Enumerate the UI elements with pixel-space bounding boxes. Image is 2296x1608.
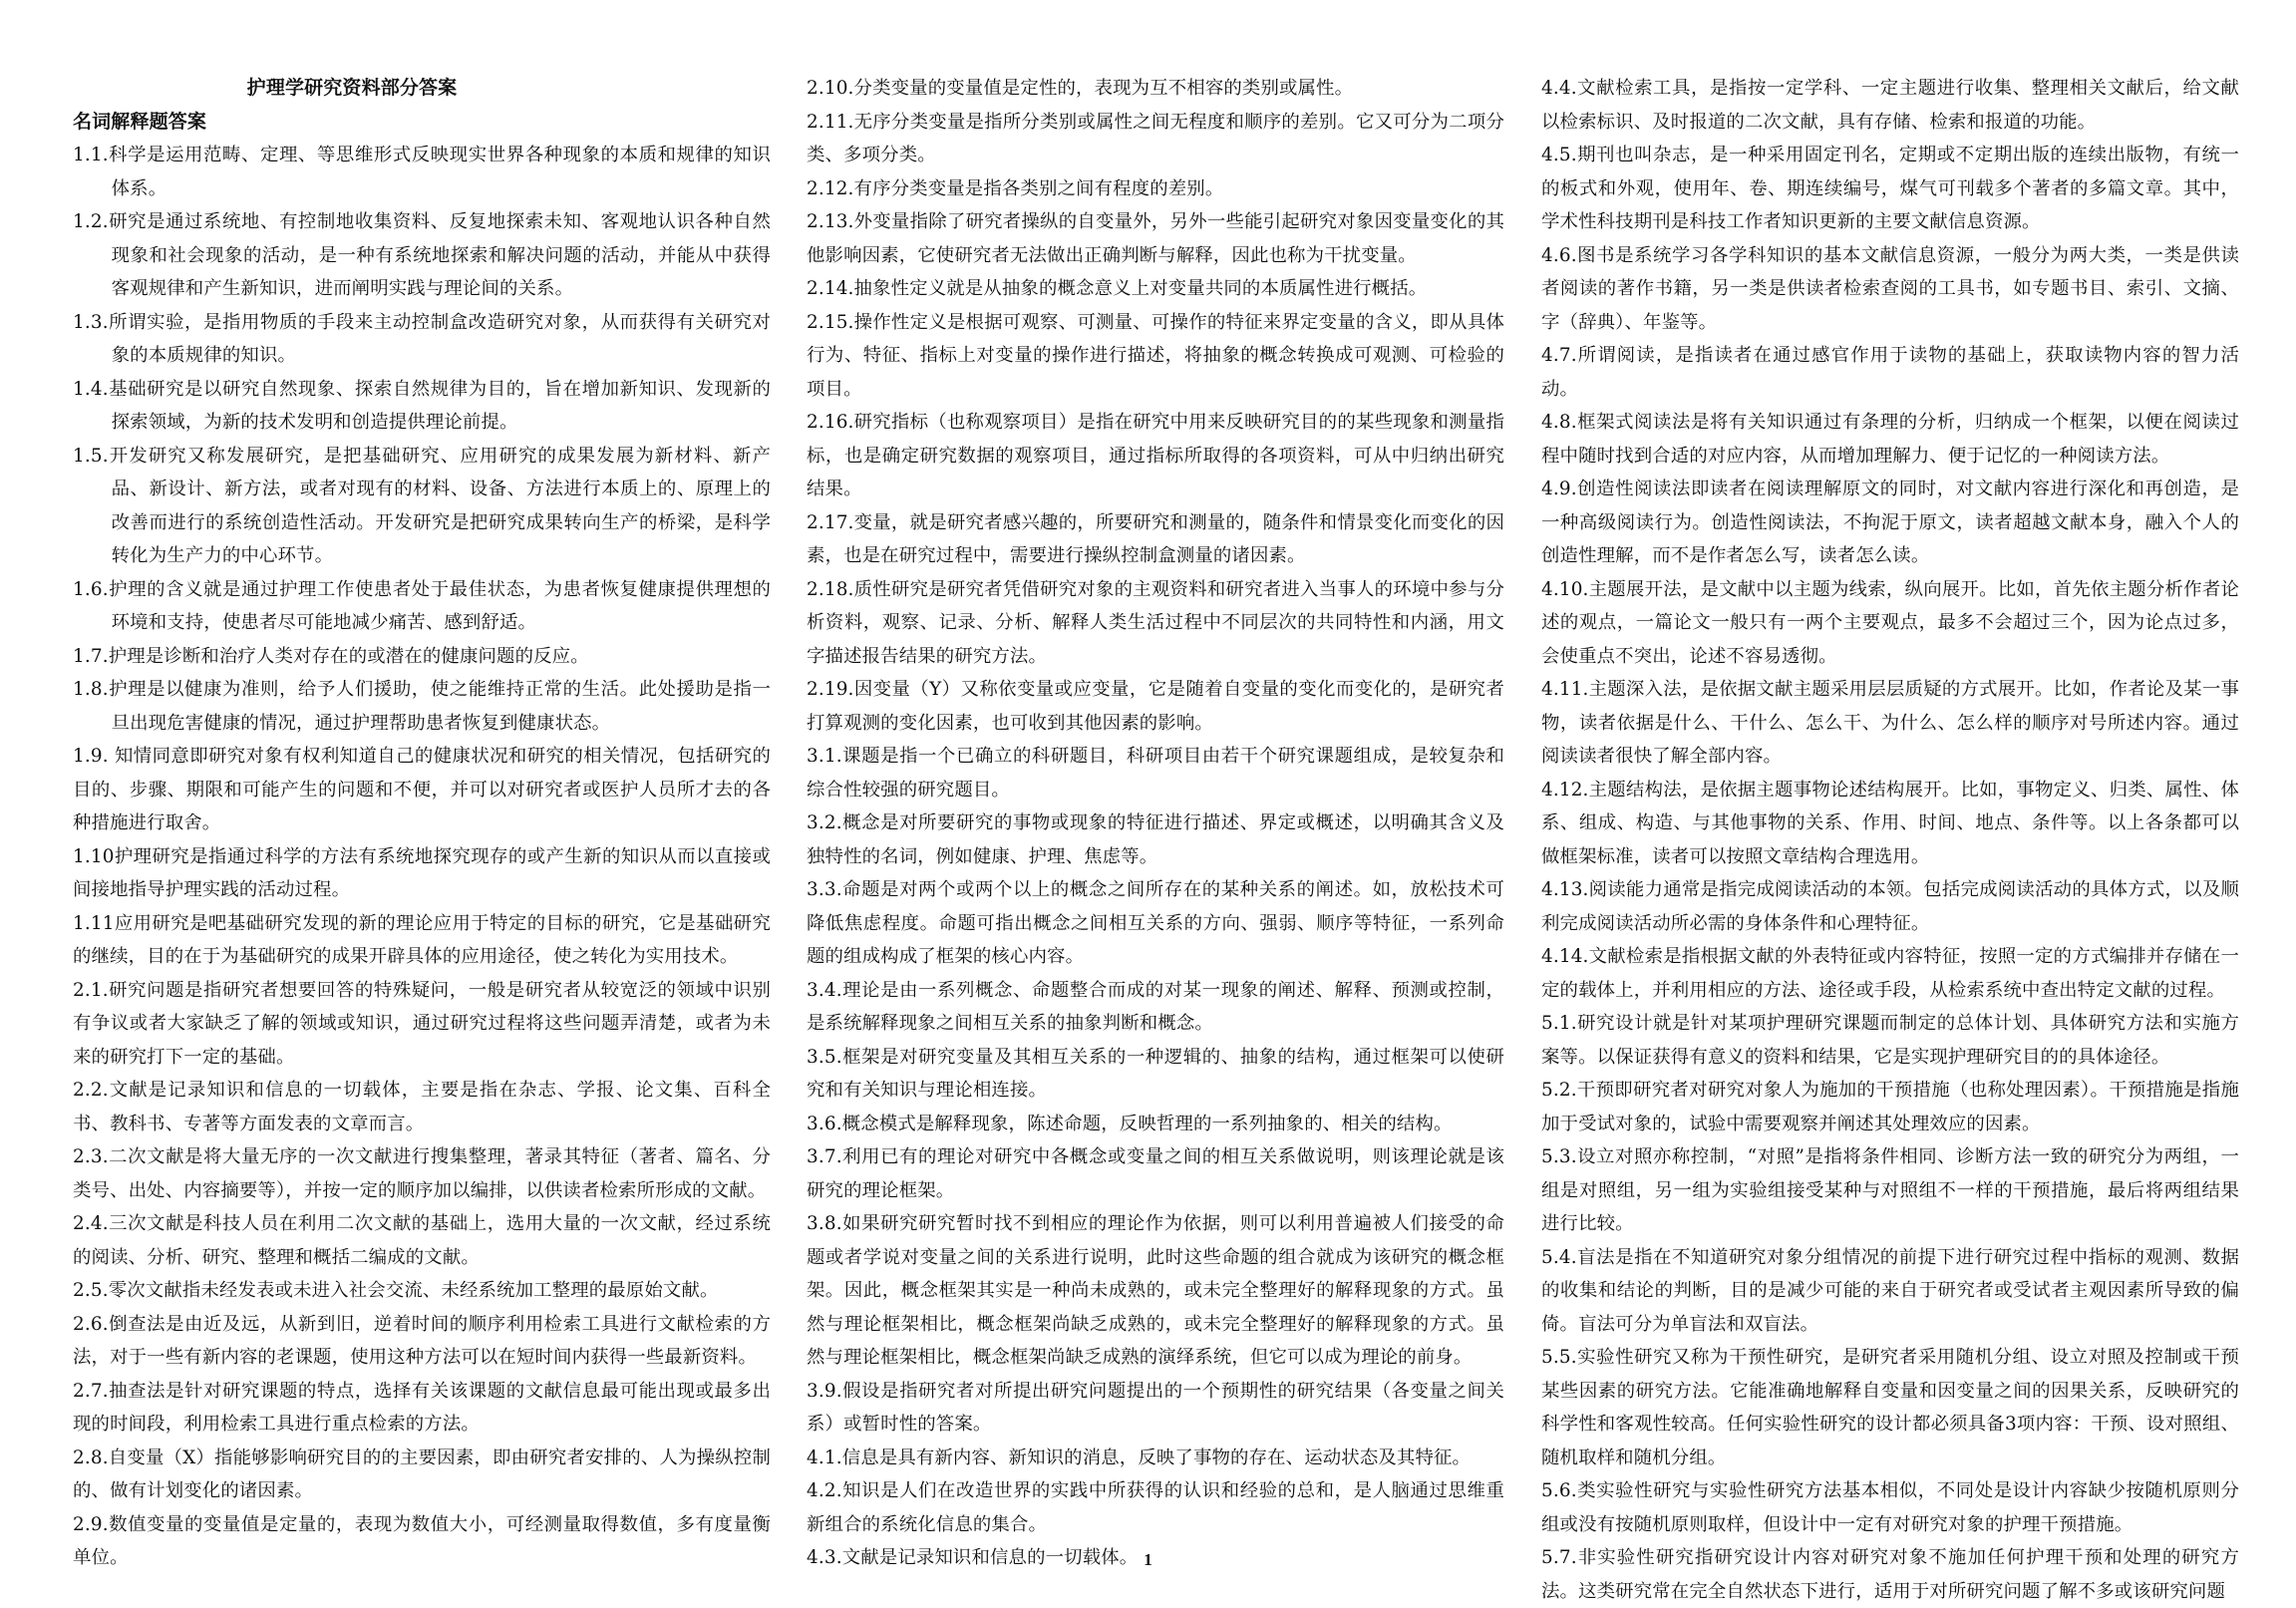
definition-entry: 1.2.研究是通过系统地、有控制地收集资料、反复地探索未知、客观地认识各种自然现象和社会现象的活动，是一种有系统地探索和解决问题的活动，并能从中获得客观规律和产生新知识，进而阐明实践与理论间的关系。 [73,211,771,299]
definition-entry: 3.7.利用已有的理论对研究中各概念或变量之间的相互关系做说明，则该理论就是该研究的理论框架。 [807,1146,1504,1201]
definition-entry: 2.8.自变量（X）指能够影响研究目的的主要因素，即由研究者安排的、人为操纵控制的、做有计划变化的诸因素。 [73,1447,771,1501]
definition-entry: 1.4.基础研究是以研究自然现象、探索自然规律为目的，旨在增加新知识、发现新的探索领域，为新的技术发明和创造提供理论前提。 [73,378,771,433]
definition-entry: 4.2.知识是人们在改造世界的实践中所获得的认识和经验的总和，是人脑通过思维重新组合的系统化信息的集合。 [807,1480,1504,1535]
definition-entry: 3.3.命题是对两个或两个以上的概念之间所存在的某种关系的阐述。如，放松技术可降低焦虑程度。命题可指出概念之间相互关系的方向、强弱、顺序等特征，一系列命题的组成构成了框架的核心内容。 [807,879,1504,967]
definition-entry: 5.1.研究设计就是针对某项护理研究课题而制定的总体计划、具体研究方法和实施方案等。以保证获得有意义的资料和结果，它是实现护理研究目的的具体途径。 [1541,1013,2239,1068]
definition-entry: 2.15.操作性定义是根据可观察、可测量、可操作的特征来界定变量的含义，即从具体行为、特征、指标上对变量的操作进行描述，将抽象的概念转换成可观测、可检验的项目。 [807,311,1504,400]
definition-entry: 2.17.变量，就是研究者感兴趣的，所要研究和测量的，随条件和情景变化而变化的因素，也是在研究过程中，需要进行操纵控制盒测量的诸因素。 [807,511,1504,566]
definition-entry: 1.7.护理是诊断和治疗人类对存在的或潜在的健康问题的反应。 [73,645,589,667]
definition-entry: 2.19.因变量（Y）又称依变量或应变量，它是随着自变量的变化而变化的，是研究者打算观测的变化因素，也可收到其他因素的影响。 [807,679,1504,734]
definition-entry: 5.4.盲法是指在不知道研究对象分组情况的前提下进行研究过程中指标的观测、数据的收集和结论的判断，目的是减少可能的来自于研究者或受试者主观因素所导致的偏倚。盲法可分为单盲法和双盲法。 [1541,1246,2239,1335]
definition-entry: 5.2.干预即研究者对研究对象人为施加的干预措施（也称处理因素）。干预措施是指施加于受试对象的，试验中需要观察并阐述其处理效应的因素。 [1541,1080,2239,1134]
definition-entry: 1.10护理研究是指通过科学的方法有系统地探究现存的或产生新的知识从而以直接或间接地指导护理实践的活动过程。 [73,845,771,900]
entry-list [807,72,1504,1575]
definition-entry: 4.1.信息是具有新内容、新知识的消息，反映了事物的存在、运动状态及其特征。 [807,1447,1472,1468]
definition-entry: 3.4.理论是由一系列概念、命题整合而成的对某一现象的阐述、解释、预测或控制，是系统解释现象之间相互关系的抽象判断和概念。 [807,979,1504,1034]
definition-entry: 4.9.创造性阅读法即读者在阅读理解原文的同时，对文献内容进行深化和再创造，是一种高级阅读行为。创造性阅读法，不拘泥于原文，读者超越文献本身，融入个人的创造性理解，而不是作者怎么写，读者怎么读。 [1541,479,2239,566]
definition-entry: 4.6.图书是系统学习各学科知识的基本文献信息资源，一般分为两大类，一类是供读者阅读的著作书籍，另一类是供读者检索查阅的工具书，如专题书目、索引、文摘、字（辞典）、年鉴等。 [1541,244,2239,333]
definition-entry: 4.12.主题结构法，是依据主题事物论述结构展开。比如，事物定义、归类、属性、体系、组成、构造、与其他事物的关系、作用、时间、地点、条件等。以上各条都可以做框架标准，读者可以按照文章结构合理选用。 [1541,779,2239,867]
definition-entry: 4.11.主题深入法，是依据文献主题采用层层质疑的方式展开。比如，作者论及某一事物，读者依据是什么、干什么、怎么干、为什么、怎么样的顺序对号所述内容。通过阅读读者很快了解全部内容。 [1541,679,2239,767]
definition-entry: 3.5.框架是对研究变量及其相互关系的一种逻辑的、抽象的结构，通过框架可以使研究和有关知识与理论相连接。 [807,1046,1504,1101]
entry-list [1541,72,2239,1608]
definition-entry: 4.5.期刊也叫杂志，是一种采用固定刊名，定期或不定期出版的连续出版物，有统一的板式和外观，使用年、卷、期连续编号，煤气可刊载多个著者的多篇文章。其中，学术性科技期刊是科技工作者知识更新的主要文献信息资源。 [1541,145,2239,232]
definition-entry: 2.3.二次文献是将大量无序的一次文献进行搜集整理，著录其特征（著者、篇名、分类号、出处、内容摘要等），并按一定的顺序加以编排，以供读者检索所形成的文献。 [73,1146,771,1201]
definition-entry: 5.7.非实验性研究指研究设计内容对研究对象不施加任何护理干预和处理的研究方法。这类研究常在完全自然状态下进行，适用于对所研究问题了解不多或该研究问题 [1541,1547,2239,1602]
section-heading: 名词解释题答案 [73,110,207,133]
definition-entry: 4.4.文献检索工具，是指按一定学科、一定主题进行收集、整理相关文献后，给文献以检索标识、及时报道的二次文献，具有存储、检索和报道的功能。 [1541,78,2239,133]
definition-entry: 1.6.护理的含义就是通过护理工作使患者处于最佳状态，为患者恢复健康提供理想的环境和支持，使患者尽可能地减少痛苦、感到舒适。 [73,578,771,633]
definition-entry: 4.14.文献检索是指根据文献的外表特征或内容特征，按照一定的方式编排并存储在一定的载体上，并利用相应的方法、途径或手段，从检索系统中查出特定文献的过程。 [1541,946,2239,1001]
definition-entry: 2.1.研究问题是指研究者想要回答的特殊疑问，一般是研究者从较宽泛的领域中识别有争议或者大家缺乏了解的领域或知识，通过研究过程将这些问题弄清楚，或者为未来的研究打下一定的基础。 [73,979,771,1068]
definition-entry: 1.11应用研究是吧基础研究发现的新的理论应用于特定的目标的研究，它是基础研究的继续，目的在于为基础研究的成果开辟具体的应用途径，使之转化为实用技术。 [73,912,771,967]
definition-entry: 1.8.护理是以健康为准则，给予人们援助，使之能维持正常的生活。此处援助是指一旦出现危害健康的情况，通过护理帮助患者恢复到健康状态。 [73,679,771,734]
definition-entry: 2.12.有序分类变量是指各类别之间有程度的差别。 [807,177,1224,199]
definition-entry: 1.3.所谓实验，是指用物质的手段来主动控制盒改造研究对象，从而获得有关研究对象的本质规律的知识。 [73,311,771,366]
entry-list [73,139,771,1575]
column-3 [1541,72,2239,1602]
definition-entry: 2.9.数值变量的变量值是定量的，表现为数值大小，可经测量取得数值，多有度量衡单位。 [73,1513,771,1568]
definition-entry: 2.2.文献是记录知识和信息的一切载体，主要是指在杂志、学报、论文集、百科全书、教科书、专著等方面发表的文章而言。 [73,1080,771,1134]
definition-entry: 5.6.类实验性研究与实验性研究方法基本相似，不同处是设计内容缺少按随机原则分组或没有按随机原则取样，但设计中一定有对研究对象的护理干预措施。 [1541,1480,2239,1535]
definition-entry: 3.8.如果研究研究暂时找不到相应的理论作为依据，则可以利用普遍被人们接受的命题或者学说对变量之间的关系进行说明，此时这些命题的组合就成为该研究的概念框架。因此，概念框架其实是一种尚未成熟的，或未完全整理好的解释现象的方式。虽然与理论框架相比，概念框架尚缺乏成熟的，或未完全整理好的解释现象的方式。虽然与理论框架相比，概念框架尚缺乏成熟的演绎系统，但它可以成为理论的前身。 [807,1213,1504,1368]
page-number: 1 [1144,1550,1152,1569]
definition-entry: 2.6.倒查法是由近及远，从新到旧，逆着时间的顺序利用检索工具进行文献检索的方法，对于一些有新内容的老课题，使用这种方法可以在短时间内获得一些最新资料。 [73,1313,771,1368]
definition-entry: 2.10.分类变量的变量值是定性的，表现为互不相容的类别或属性。 [807,78,1354,99]
definition-entry: 4.13.阅读能力通常是指完成阅读活动的本领。包括完成阅读活动的具体方式，以及顺利完成阅读活动所必需的身体条件和心理特征。 [1541,879,2239,934]
definition-entry: 2.4.三次文献是科技人员在利用二次文献的基础上，选用大量的一次文献，经过系统的阅读、分析、研究、整理和概括二编成的文献。 [73,1213,771,1268]
definition-entry: 1.9. 知情同意即研究对象有权利知道自己的健康状况和研究的相关情况，包括研究的目的、步骤、期限和可能产生的问题和不便，并可以对研究者或医护人员所才去的各种措施进行取舍。 [73,746,771,833]
definition-entry: 3.9.假设是指研究者对所提出研究问题提出的一个预期性的研究结果（各变量之间关系）或暂时性的答案。 [807,1380,1504,1435]
definition-entry: 5.3.设立对照亦称控制，“对照”是指将条件相同、诊断方法一致的研究分为两组，一组是对照组，另一组为实验组接受某种与对照组不一样的干预措施，最后将两组结果进行比较。 [1541,1146,2239,1234]
definition-entry: 4.7.所谓阅读，是指读者在通过感官作用于读物的基础上，获取读物内容的智力活动。 [1541,345,2239,400]
definition-entry: 4.8.框架式阅读法是将有关知识通过有条理的分析，归纳成一个框架，以便在阅读过程中随时找到合适的对应内容，从而增加理解力、便于记忆的一种阅读方法。 [1541,412,2239,467]
definition-entry: 3.6.概念模式是解释现象，陈述命题，反映哲理的一系列抽象的、相关的结构。 [807,1113,1453,1134]
definition-entry: 2.14.抽象性定义就是从抽象的概念意义上对变量共同的本质属性进行概括。 [807,278,1428,299]
definition-entry: 2.18.质性研究是研究者凭借研究对象的主观资料和研究者进入当事人的环境中参与分析资料，观察、记录、分析、解释人类生活过程中不同层次的共同特性和内涵，用文字描述报告结果的研究方法。 [807,578,1504,667]
definition-entry: 3.1.课题是指一个已确立的科研题目，科研项目由若干个研究课题组成，是较复杂和综合性较强的研究题目。 [807,746,1504,801]
definition-entry: 4.3.文献是记录知识和信息的一切载体。 [807,1547,1139,1568]
definition-entry: 3.2.概念是对所要研究的事物或现象的特征进行描述、界定或概述，以明确其含义及独特性的名词，例如健康、护理、焦虑等。 [807,812,1504,867]
definition-entry: 4.10.主题展开法，是文献中以主题为线索，纵向展开。比如，首先依主题分析作者论述的观点，一篇论文一般只有一两个主要观点，最多不会超过三个，因为论点过多，会使重点不突出，论述不容易透彻。 [1541,578,2239,667]
definition-entry: 2.5.零次文献指未经发表或未进入社会交流、未经系统加工整理的最原始文献。 [73,1280,719,1301]
definition-entry: 5.5.实验性研究又称为干预性研究，是研究者采用随机分组、设立对照及控制或干预某些因素的研究方法。它能准确地解释自变量和因变量之间的因果关系，反映研究的科学性和客观性较高。任何实验性研究的设计都必须具备3项内容：干预、设对照组、随机取样和随机分组。 [1541,1347,2239,1468]
definition-entry: 2.13.外变量指除了研究者操纵的自变量外，另外一些能引起研究对象因变量变化的其他影响因素，它使研究者无法做出正确判断与解释，因此也称为干扰变量。 [807,211,1504,266]
definition-entry: 2.7.抽查法是针对研究课题的特点，选择有关该课题的文献信息最可能出现或最多出现的时间段，利用检索工具进行重点检索的方法。 [73,1380,771,1435]
column-1 [73,72,771,1568]
definition-entry: 1.1.科学是运用范畴、定理、等思维形式反映现实世界各种现象的本质和规律的知识体系。 [73,145,771,199]
definition-entry: 2.11.无序分类变量是指所分类别或属性之间无程度和顺序的差别。它又可分为二项分类、多项分类。 [807,111,1504,165]
column-2 [807,72,1504,1568]
document-title: 护理学研究资料部分答案 [246,77,458,99]
definition-entry: 1.5.开发研究又称发展研究，是把基础研究、应用研究的成果发展为新材料、新产品、新设计、新方法，或者对现有的材料、设备、方法进行本质上的、原理上的改善而进行的系统创造性活动。开发研究是把研究成果转向生产的桥梁，是科学转化为生产力的中心环节。 [73,445,771,566]
definition-entry: 2.16.研究指标（也称观察项目）是指在研究中用来反映研究目的的某些现象和测量指标，也是确定研究数据的观察项目，通过指标所取得的各项资料，可从中归纳出研究结果。 [807,412,1504,499]
